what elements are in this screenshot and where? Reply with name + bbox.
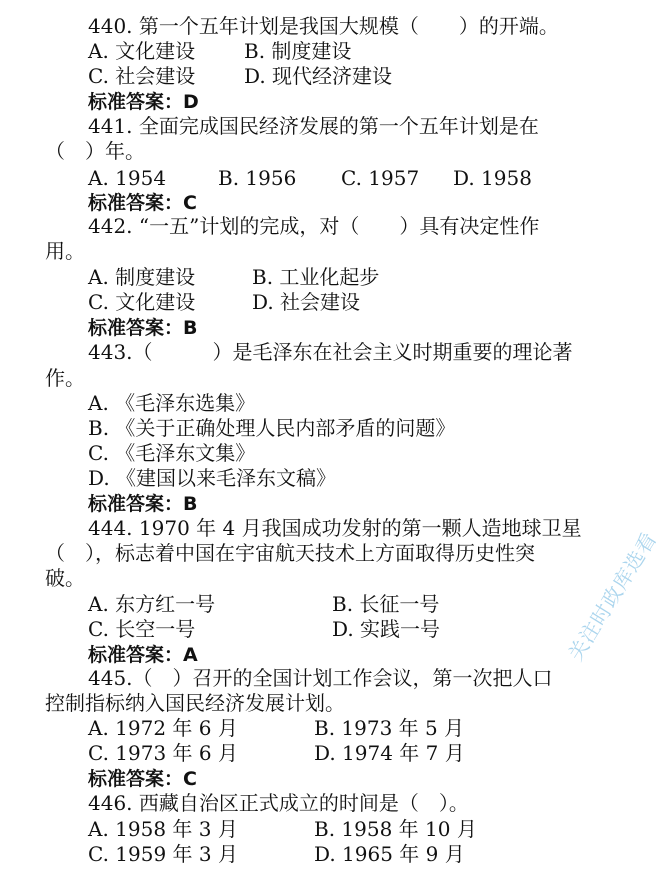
q440-option-c: C. 社会建设	[88, 64, 196, 88]
q446-stem: 446. 西藏自治区正式成立的时间是（ ）。	[88, 791, 469, 815]
q445-option-a: A. 1972 年 6 月	[88, 716, 238, 740]
q444-stem-line1: 444. 1970 年 4 月我国成功发射的第一颗人造地球卫星	[88, 516, 582, 540]
q440-option-b: B. 制度建设	[244, 39, 352, 63]
q442-option-d: D. 社会建设	[252, 290, 361, 314]
q442-option-a: A. 制度建设	[88, 265, 196, 289]
q440-option-d: D. 现代经济建设	[244, 64, 393, 88]
q442-option-c: C. 文化建设	[88, 290, 196, 314]
q445-stem-line2: 控制指标纳入国民经济发展计划。	[45, 691, 345, 715]
q441-option-b: B. 1956	[218, 166, 297, 190]
q444-option-a: A. 东方红一号	[88, 592, 216, 616]
q441-option-a: A. 1954	[88, 166, 167, 190]
q444-option-b: B. 长征一号	[332, 592, 440, 616]
q444-stem-line3: 破。	[45, 566, 85, 590]
q442-stem-line1: 442. “一五”计划的完成，对（ ）具有决定性作	[88, 214, 540, 238]
q441-stem-line1: 441. 全面完成国民经济发展的第一个五年计划是在	[88, 114, 539, 138]
q445-option-b: B. 1973 年 5 月	[314, 716, 465, 740]
q443-option-a: A. 《毛泽东选集》	[88, 391, 256, 415]
q443-option-d: D. 《建国以来毛泽东文稿》	[88, 466, 337, 490]
q443-stem-line2: 作。	[45, 366, 85, 390]
q443-option-c: C. 《毛泽东文集》	[88, 441, 256, 465]
q443-option-b: B. 《关于正确处理人民内部矛盾的问题》	[88, 416, 456, 440]
q442-stem-line2: 用。	[45, 239, 85, 263]
q445-option-d: D. 1974 年 7 月	[314, 741, 465, 765]
q441-option-d: D. 1958	[453, 166, 532, 190]
q446-option-d: D. 1965 年 9 月	[314, 842, 465, 866]
q441-option-c: C. 1957	[341, 166, 420, 190]
q444-option-d: D. 实践一号	[332, 617, 441, 641]
q442-answer: 标准答案：B	[88, 317, 198, 339]
watermark-text: 关注时政库选看	[563, 527, 662, 665]
q440-stem: 440. 第一个五年计划是我国大规模（ ）的开端。	[88, 14, 559, 38]
q444-answer: 标准答案：A	[88, 644, 198, 666]
q446-option-a: A. 1958 年 3 月	[88, 817, 238, 841]
q443-stem-line1: 443.（ ）是毛泽东在社会主义时期重要的理论著	[88, 340, 573, 364]
q446-option-c: C. 1959 年 3 月	[88, 842, 238, 866]
q444-stem-line2: （ ），标志着中国在宇宙航天技术上方面取得历史性突	[45, 541, 535, 565]
q440-answer: 标准答案：D	[88, 91, 199, 113]
q441-stem-line2: （ ）年。	[45, 139, 145, 163]
q446-option-b: B. 1958 年 10 月	[314, 817, 477, 841]
q440-option-a: A. 文化建设	[88, 39, 196, 63]
q445-option-c: C. 1973 年 6 月	[88, 741, 238, 765]
q442-option-b: B. 工业化起步	[252, 265, 380, 289]
q444-option-c: C. 长空一号	[88, 617, 196, 641]
q445-stem-line1: 445.（ ）召开的全国计划工作会议，第一次把人口	[88, 666, 553, 690]
q443-answer: 标准答案：B	[88, 493, 198, 515]
q441-answer: 标准答案：C	[88, 192, 197, 214]
q445-answer: 标准答案：C	[88, 768, 197, 790]
